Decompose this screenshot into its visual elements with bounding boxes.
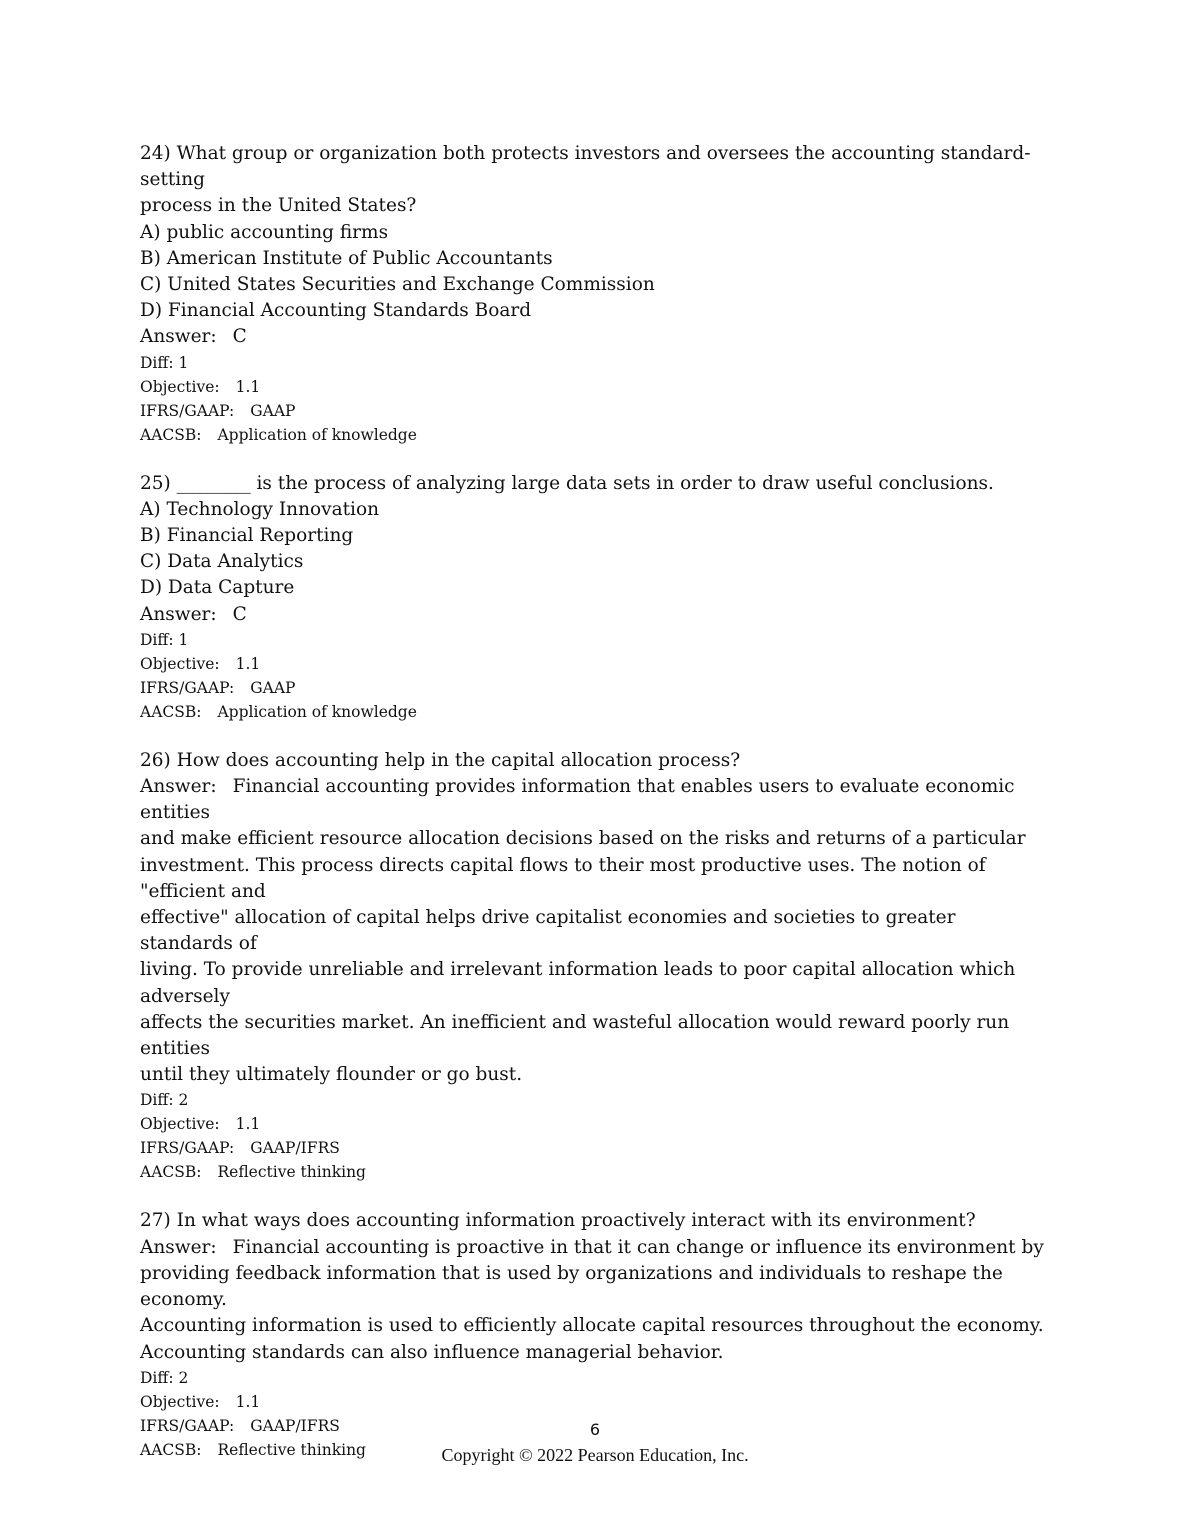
question-text: 25) ________ is the process of analyzing large data sets in order to draw useful conclusions. <box>140 472 994 494</box>
aacsb-value: Application of knowledge <box>217 425 417 444</box>
aacsb-label: AACSB: <box>140 425 202 444</box>
answer-text: providing feedback information that is used by organizations and individuals to reshape the economy. <box>140 1262 1003 1311</box>
ifrs-gaap-value: GAAP/IFRS <box>250 1416 340 1435</box>
answer-value: C <box>232 603 247 625</box>
aacsb-value: Reflective thinking <box>217 1163 366 1182</box>
ifrs-gaap-value: GAAP <box>250 678 296 697</box>
difficulty: Diff: 1 <box>140 353 189 372</box>
question-24 <box>140 141 1050 447</box>
choice-b: B) Financial Reporting <box>140 525 354 547</box>
answer-label: Answer: <box>140 326 217 348</box>
aacsb-line <box>140 1160 1050 1184</box>
answer-text: Financial accounting provides information that enables users to evaluate economic entities <box>140 776 1015 824</box>
aacsb-label: AACSB: <box>140 702 202 721</box>
question-text: 24) What group or organization both protects investors and oversees the accounting standard-setting <box>140 143 1031 191</box>
objective-label: Objective: <box>140 654 220 673</box>
answer-label: Answer: <box>140 1236 217 1258</box>
answer-line <box>140 602 1050 628</box>
ifrs-gaap-line <box>140 676 1050 700</box>
answer-line <box>140 1235 1050 1261</box>
ifrs-gaap-value: GAAP/IFRS <box>250 1139 340 1158</box>
question-25 <box>140 471 1050 724</box>
answer-text: affects the securities market. An inefficient and wasteful allocation would reward poorly run entities <box>140 1011 1010 1060</box>
choice-c: C) Data Analytics <box>140 551 304 573</box>
answer-text: and make efficient resource allocation decisions based on the risks and returns of a particular <box>140 828 1026 850</box>
choice-a: A) Technology Innovation <box>140 498 380 520</box>
choice-a: A) public accounting firms <box>140 221 389 243</box>
copyright-notice: Copyright © 2022 Pearson Education, Inc. <box>441 1445 749 1465</box>
answer-label: Answer: <box>140 603 217 625</box>
choice-d: D) Data Capture <box>140 577 295 599</box>
document-page <box>140 141 1050 1486</box>
objective-label: Objective: <box>140 1115 220 1134</box>
objective-value: 1.1 <box>235 654 261 673</box>
ifrs-gaap-line <box>140 1136 1050 1160</box>
question-26 <box>140 748 1050 1185</box>
ifrs-gaap-label: IFRS/GAAP: <box>140 1139 235 1158</box>
ifrs-gaap-label: IFRS/GAAP: <box>140 401 235 420</box>
objective-line <box>140 1390 1050 1414</box>
choice-b: B) American Institute of Public Accountants <box>140 247 553 269</box>
question-text: 27) In what ways does accounting information proactively interact with its environment? <box>140 1210 976 1232</box>
answer-text: Accounting standards can also influence managerial behavior. <box>140 1341 724 1363</box>
objective-line <box>140 375 1050 399</box>
ifrs-gaap-label: IFRS/GAAP: <box>140 678 235 697</box>
answer-line <box>140 324 1050 350</box>
choice-c: C) United States Securities and Exchange Commission <box>140 274 655 296</box>
answer-text: Accounting information is used to efficiently allocate capital resources throughout the economy. <box>140 1315 1044 1337</box>
choice-d: D) Financial Accounting Standards Board <box>140 300 532 322</box>
aacsb-label: AACSB: <box>140 1440 202 1459</box>
objective-value: 1.1 <box>235 1392 261 1411</box>
objective-value: 1.1 <box>235 1115 261 1134</box>
answer-line <box>140 774 1050 826</box>
answer-text: until they ultimately flounder or go bust. <box>140 1064 523 1086</box>
objective-line <box>140 652 1050 676</box>
answer-label: Answer: <box>140 776 217 798</box>
difficulty: Diff: 1 <box>140 630 189 649</box>
answer-text: living. To provide unreliable and irrelevant information leads to poor capital allocation which adversely <box>140 959 1016 1007</box>
answer-text: Financial accounting is proactive in that it can change or influence its environment by <box>232 1236 1044 1258</box>
difficulty: Diff: 2 <box>140 1091 189 1110</box>
aacsb-value: Reflective thinking <box>217 1440 366 1459</box>
objective-label: Objective: <box>140 377 220 396</box>
objective-label: Objective: <box>140 1392 220 1411</box>
answer-text: effective" allocation of capital helps drive capitalist economies and societies to greater standards of <box>140 907 956 955</box>
answer-value: C <box>232 326 247 348</box>
answer-text: investment. This process directs capital flows to their most productive uses. The notion of "efficient and <box>140 854 986 902</box>
ifrs-gaap-line <box>140 399 1050 423</box>
question-text: process in the United States? <box>140 195 417 217</box>
aacsb-line <box>140 700 1050 724</box>
aacsb-label: AACSB: <box>140 1163 202 1182</box>
objective-value: 1.1 <box>235 377 261 396</box>
ifrs-gaap-value: GAAP <box>250 401 296 420</box>
aacsb-line <box>140 423 1050 447</box>
question-text: 26) How does accounting help in the capital allocation process? <box>140 749 741 771</box>
difficulty: Diff: 2 <box>140 1368 189 1387</box>
ifrs-gaap-label: IFRS/GAAP: <box>140 1416 235 1435</box>
objective-line <box>140 1112 1050 1136</box>
page-number: 6 <box>589 1420 601 1439</box>
aacsb-value: Application of knowledge <box>217 702 417 721</box>
